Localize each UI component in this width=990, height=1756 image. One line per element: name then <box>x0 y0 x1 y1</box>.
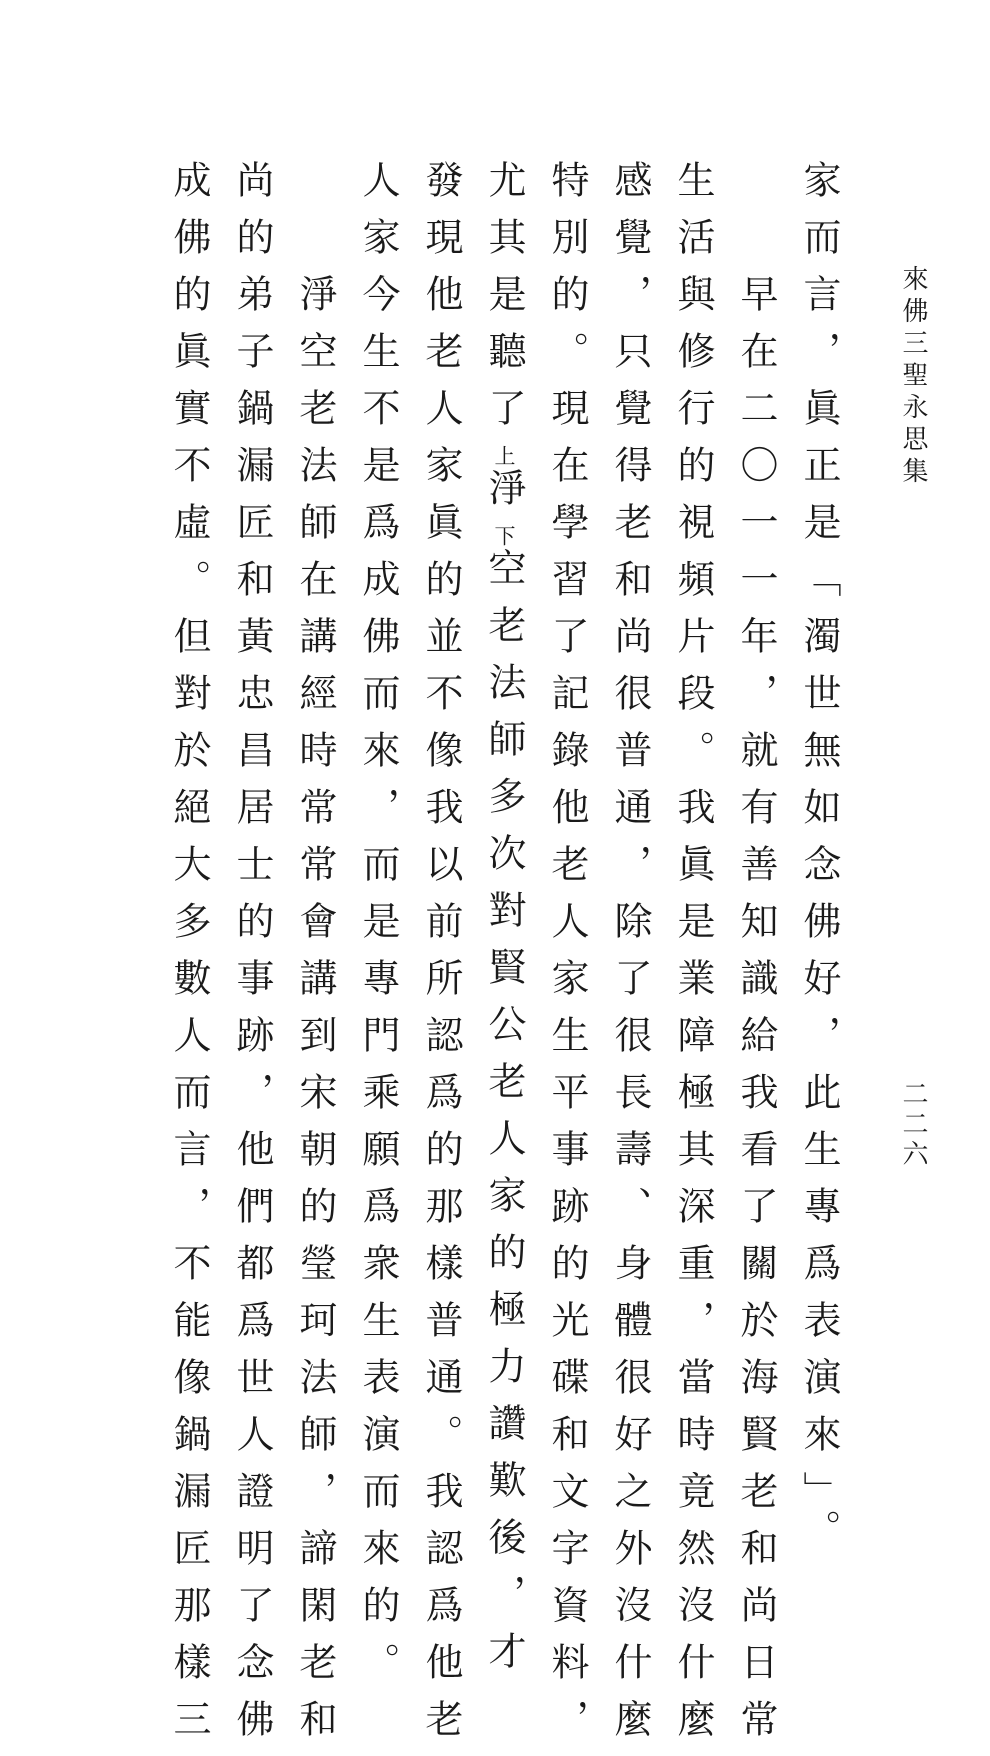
page-number: 二二六 <box>898 1080 928 1170</box>
body-text <box>157 160 850 1756</box>
text-line: 早在二〇一一年，就有善知識給我看了關於海賢老和尚日常 <box>734 274 778 1756</box>
text-line: 尚的弟子鍋漏匠和黃忠昌居士的事跡，他們都爲世人證明了念佛 <box>230 160 274 1756</box>
text-segment: 尤其是聽了 <box>482 160 526 445</box>
honorific-mark: 下 <box>492 525 516 548</box>
text-line-with-honorific <box>472 160 535 1688</box>
text-line: 淨空老法師在講經時常常會講到宋朝的瑩珂法師，諦閑老和 <box>293 274 337 1756</box>
text-segment: 淨 <box>482 468 526 525</box>
text-line: 感覺，只覺得老和尚很普通，除了很長壽、身體很好之外沒什麼 <box>608 160 652 1756</box>
text-line: 特別的。現在學習了記錄他老人家生平事跡的光碟和文字資料， <box>545 160 589 1756</box>
text-line: 生活與修行的視頻片段。我眞是業障極其深重，當時竟然沒什麼 <box>671 160 715 1756</box>
text-line: 家而言，眞正是「濁世無如念佛好，此生專爲表演來」。 <box>797 160 841 1566</box>
text-line: 成佛的眞實不虛。但對於絕大多數人而言，不能像鍋漏匠那樣三 <box>167 160 211 1756</box>
honorific-mark: 上 <box>492 445 516 468</box>
running-head: 來佛三聖永思集 <box>898 265 928 489</box>
text-line: 人家今生不是爲成佛而來，而是專門乘願爲衆生表演而來的。 <box>356 160 400 1699</box>
text-segment: 空老法師多次對賢公老人家的極力讚歎後，才 <box>482 548 526 1688</box>
text-line: 發現他老人家眞的並不像我以前所認爲的那樣普通。我認爲他老 <box>419 160 463 1756</box>
